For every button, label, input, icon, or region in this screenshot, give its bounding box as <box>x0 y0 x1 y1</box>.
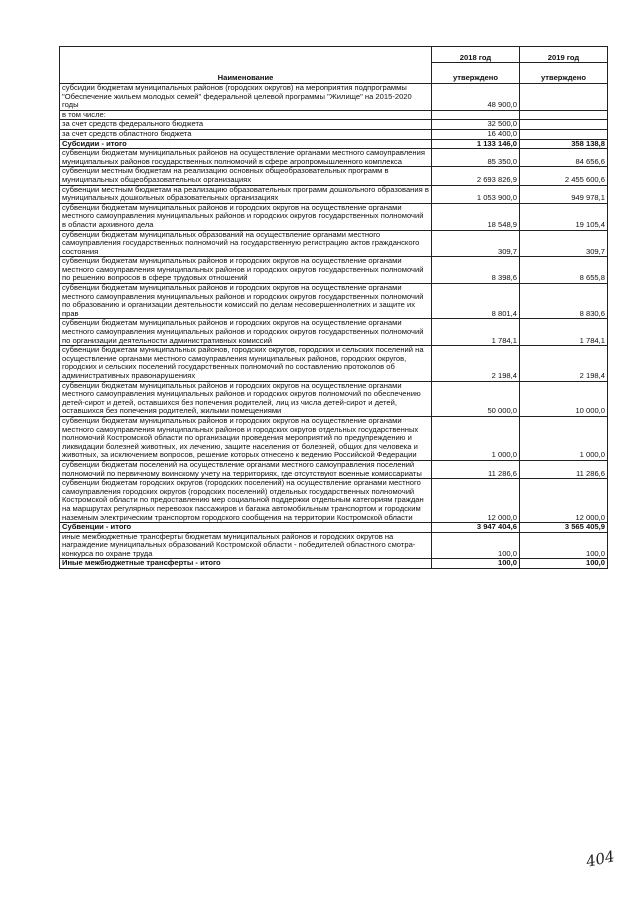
row-value-2019: 100,0 <box>520 559 608 569</box>
row-value-2018: 85 350,0 <box>432 149 520 167</box>
header-status-2019: утверждено <box>520 63 608 84</box>
table-row <box>60 284 608 319</box>
table-row <box>60 230 608 257</box>
row-value-2019: 8 830,6 <box>520 284 608 319</box>
row-value-2019: 949 978,1 <box>520 185 608 203</box>
row-value-2019: 84 656,6 <box>520 149 608 167</box>
table-row <box>60 532 608 559</box>
table-row <box>60 346 608 381</box>
table-body <box>60 84 608 569</box>
table-row <box>60 84 608 111</box>
row-value-2018: 3 947 404,6 <box>432 523 520 533</box>
row-value-2018: 1 133 146,0 <box>432 139 520 149</box>
row-name: Субсидии - итого <box>60 139 432 149</box>
row-value-2018: 309,7 <box>432 230 520 257</box>
row-value-2019: 12 000,0 <box>520 479 608 523</box>
row-value-2019: 1 784,1 <box>520 319 608 346</box>
row-value-2018: 18 548,9 <box>432 203 520 230</box>
row-name: субвенции бюджетам муниципальных районов и городских округов на осуществление органами местного самоуправления муниципальных районов и городских округов государственных полномочий в области архивного дела <box>60 203 432 230</box>
row-value-2019: 10 000,0 <box>520 381 608 416</box>
row-value-2018: 16 400,0 <box>432 129 520 139</box>
row-name: за счет средств федерального бюджета <box>60 120 432 130</box>
header-name: Наименование <box>60 47 432 84</box>
row-value-2019 <box>520 120 608 130</box>
header-year-2019: 2019 год <box>520 47 608 63</box>
row-name: субвенции бюджетам муниципальных районов, городских округов, городских и сельских поселений на осуществление органами местного самоуправления муниципальных районов, городских округов, городских и сельских поселений государственных полномочий по составлению протоколов об административных правонарушениях <box>60 346 432 381</box>
total-row <box>60 523 608 533</box>
row-name: субвенции бюджетам городских округов (городских поселений) на осуществление органами местного самоуправления городских округов (городских поселений) отдельных государственных полномочий Костромской области по предоставлению мер социальной поддержки отдельным категориям граждан на маршрутах регулярных перевозок пассажиров и багажа автомобильным транспортом и городским наземным электрическим транспортом городского сообщения на территории Костромской области <box>60 479 432 523</box>
table-row <box>60 460 608 478</box>
row-value-2018: 2 198,4 <box>432 346 520 381</box>
row-value-2019: 2 198,4 <box>520 346 608 381</box>
row-value-2019: 1 000,0 <box>520 416 608 460</box>
table-row <box>60 149 608 167</box>
table-row <box>60 381 608 416</box>
row-value-2018: 2 693 826,9 <box>432 167 520 185</box>
row-value-2019 <box>520 84 608 111</box>
table-row <box>60 319 608 346</box>
row-name: Субвенции - итого <box>60 523 432 533</box>
row-value-2018: 1 053 900,0 <box>432 185 520 203</box>
row-name: субсидии бюджетам муниципальных районов (городских округов) на мероприятия подпрограммы "Обеспечение жильем молодых семей" федеральной целевой программы "Жилище" на 2015-2020 годы <box>60 84 432 111</box>
row-value-2018: 8 801,4 <box>432 284 520 319</box>
row-value-2018: 1 000,0 <box>432 416 520 460</box>
row-value-2019: 358 138,8 <box>520 139 608 149</box>
row-value-2018: 48 900,0 <box>432 84 520 111</box>
table-row <box>60 167 608 185</box>
row-value-2018: 50 000,0 <box>432 381 520 416</box>
header-status-2018: утверждено <box>432 63 520 84</box>
table-row <box>60 185 608 203</box>
row-name: субвенции бюджетам муниципальных образований на осуществление органами местного самоуправления государственных полномочий на государственную регистрацию актов гражданского состояния <box>60 230 432 257</box>
row-value-2018: 32 500,0 <box>432 120 520 130</box>
row-name: за счет средств областного бюджета <box>60 129 432 139</box>
row-name: субвенции бюджетам поселений на осуществление органами местного самоуправления поселений полномочий по первичному воинскому учету на территориях, где отсутствуют военные комиссариаты <box>60 460 432 478</box>
header-year-2018: 2018 год <box>432 47 520 63</box>
row-name: субвенции бюджетам муниципальных районов и городских округов на осуществление органами местного самоуправления муниципальных районов и городских округов полномочий по обеспечению детей-сирот и детей, оставшихся без попечения родителей, лиц из числа детей-сирот и детей, оставшихся без попечения родителей, жилыми помещениями <box>60 381 432 416</box>
row-value-2019: 19 105,4 <box>520 203 608 230</box>
row-name: субвенции бюджетам муниципальных районов и городских округов на осуществление органами местного самоуправления муниципальных районов и городских округов государственных полномочий по решению вопросов в сфере трудовых отношений <box>60 257 432 284</box>
row-value-2018: 12 000,0 <box>432 479 520 523</box>
budget-table <box>59 46 608 569</box>
table-header <box>60 47 608 84</box>
row-name: субвенции местным бюджетам на реализацию основных общеобразовательных программ в муниципальных общеобразовательных организациях <box>60 167 432 185</box>
table-row <box>60 479 608 523</box>
row-value-2018: 100,0 <box>432 559 520 569</box>
total-row <box>60 559 608 569</box>
row-value-2019: 3 565 405,9 <box>520 523 608 533</box>
row-name: субвенции бюджетам муниципальных районов и городских округов на осуществление органами местного самоуправления муниципальных районов и городских округов государственных полномочий по образованию и организации деятельности комиссий по делам несовершеннолетних и защите их прав <box>60 284 432 319</box>
table-row <box>60 129 608 139</box>
row-value-2019: 2 455 600,6 <box>520 167 608 185</box>
row-name: субвенции местным бюджетам на реализацию образовательных программ дошкольного образования в муниципальных дошкольных образовательных организациях <box>60 185 432 203</box>
row-name: субвенции бюджетам муниципальных районов и городских округов на осуществление органами местного самоуправления муниципальных районов и городских округов отдельных государственных полномочий Костромской области по организации проведения мероприятий по предупреждению и ликвидации болезней животных, их лечению, защите населения от болезней, общих для человека и животных, за исключением вопросов, решение которых отнесено к ведению Российской Федерации <box>60 416 432 460</box>
row-name: иные межбюджетные трансферты бюджетам муниципальных районов и городских округов на награждение муниципальных образований Костромской области - победителей областного смотра-конкурса по охране труда <box>60 532 432 559</box>
row-name: Иные межбюджетные трансферты - итого <box>60 559 432 569</box>
table-row <box>60 416 608 460</box>
row-value-2019: 309,7 <box>520 230 608 257</box>
page-number: 404 <box>584 847 617 871</box>
row-name: субвенции бюджетам муниципальных районов и городских округов на осуществление органами местного самоуправления муниципальных районов и городских округов государственных полномочий по организации деятельности административных комиссий <box>60 319 432 346</box>
row-value-2019: 11 286,6 <box>520 460 608 478</box>
row-name: субвенции бюджетам муниципальных районов на осуществление органами местного самоуправления муниципальных районов государственных полномочий в сфере агропромышленного комплекса <box>60 149 432 167</box>
row-value-2018: 11 286,6 <box>432 460 520 478</box>
table-row <box>60 257 608 284</box>
row-value-2019 <box>520 110 608 120</box>
row-value-2019: 8 655,8 <box>520 257 608 284</box>
row-name: в том числе: <box>60 110 432 120</box>
row-value-2019: 100,0 <box>520 532 608 559</box>
row-value-2018: 8 398,6 <box>432 257 520 284</box>
row-value-2018: 100,0 <box>432 532 520 559</box>
row-value-2018: 1 784,1 <box>432 319 520 346</box>
table-row <box>60 203 608 230</box>
row-value-2019 <box>520 129 608 139</box>
